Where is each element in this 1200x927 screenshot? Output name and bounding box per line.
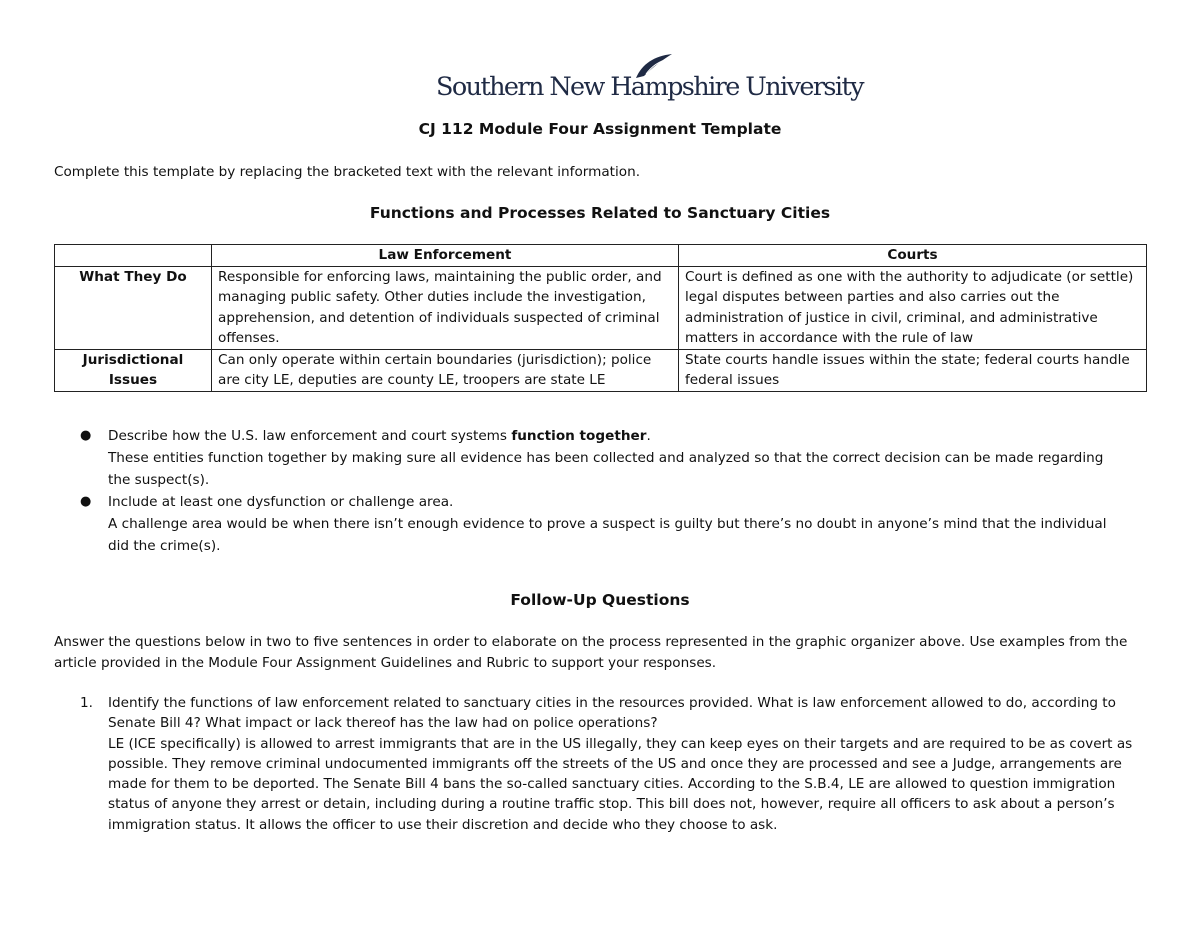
row-header-what-they-do: What They Do <box>55 266 212 349</box>
instruction-text: Complete this template by replacing the bracketed text with the relevant information. <box>54 164 641 180</box>
page-title: CJ 112 Module Four Assignment Template <box>418 120 782 138</box>
table-corner-cell <box>55 245 212 267</box>
university-logo <box>436 52 863 104</box>
list-item <box>54 491 1129 557</box>
question-text: Identify the functions of law enforcement related to sanctuary cities in the resources provided. What is law enforcement allowed to do, according to Senate Bill 4? What impact or lack thereof has the law had on police operations? <box>108 695 1116 732</box>
cell-law-enforcement: Responsible for enforcing laws, maintaining the public order, and managing public safety. Other duties include the investigation, apprehension, and detention of individuals suspected of criminal offenses. <box>212 266 679 349</box>
list-item <box>54 693 1134 835</box>
table-row <box>55 266 1147 349</box>
cell-law-enforcement: Can only operate within certain boundaries (jurisdiction); police are city LE, deputies are county LE, troopers are state LE <box>212 349 679 391</box>
table-row <box>55 349 1147 391</box>
prompt-emphasis: function together <box>511 428 647 444</box>
follow-up-intro: Answer the questions below in two to five sentences in order to elaborate on the process represented in the graphic organizer above. Use examples from the article provided in the Module Four Assignment Guidelines and Rubric to support your responses. <box>54 634 1128 671</box>
bullet-icon: ● <box>80 428 92 443</box>
prompt-suffix: . <box>646 428 651 444</box>
section-heading-follow-up: Follow-Up Questions <box>510 591 690 609</box>
bullet-list <box>54 425 1129 557</box>
row-header-jurisdictional-issues: Jurisdictional Issues <box>55 349 212 391</box>
bullet-prompt <box>108 428 651 444</box>
prompt-text: Describe how the U.S. law enforcement and court systems <box>108 428 512 444</box>
table-header-row <box>55 245 1147 267</box>
functions-table <box>54 244 1147 392</box>
list-item <box>54 425 1129 491</box>
question-answer: LE (ICE specifically) is allowed to arrest immigrants that are in the US illegally, they can keep eyes on their targets and are required to be as covert as possible. They remove criminal undocumented immigrants off the streets of the US and once they are processed and see a Judge, arrangements are made for them to be deported. The Senate Bill 4 bans the so-called sanctuary cities. According to the S.B.4, LE are allowed to question immigration status of anyone they arrest or detain, including during a routine traffic stop. This bill does not, however, require all officers to ask about a person’s immigration status. It allows the officer to use their discretion and decide who they choose to ask. <box>108 735 1133 833</box>
column-header-courts: Courts <box>679 245 1147 267</box>
bullet-prompt: Include at least one dysfunction or challenge area. <box>108 494 454 510</box>
bullet-answer: These entities function together by making sure all evidence has been collected and analyzed so that the correct decision can be made regarding the suspect(s). <box>108 450 1104 488</box>
section-heading-functions: Functions and Processes Related to Sanctuary Cities <box>369 204 831 222</box>
column-header-law-enforcement: Law Enforcement <box>212 245 679 267</box>
logo-wordmark: Southern New Hampshire University <box>436 72 863 102</box>
bullet-icon: ● <box>80 494 92 509</box>
bullet-answer: A challenge area would be when there isn’t enough evidence to prove a suspect is guilty but there’s no doubt in anyone’s mind that the individual did the crime(s). <box>108 516 1107 554</box>
cell-courts: Court is defined as one with the authority to adjudicate (or settle) legal disputes between parties and also carries out the administration of justice in civil, criminal, and administrative matters in accordance with the rule of law <box>679 266 1147 349</box>
question-list <box>54 693 1134 835</box>
question-number: 1. <box>80 695 93 711</box>
cell-courts: State courts handle issues within the state; federal courts handle federal issues <box>679 349 1147 391</box>
